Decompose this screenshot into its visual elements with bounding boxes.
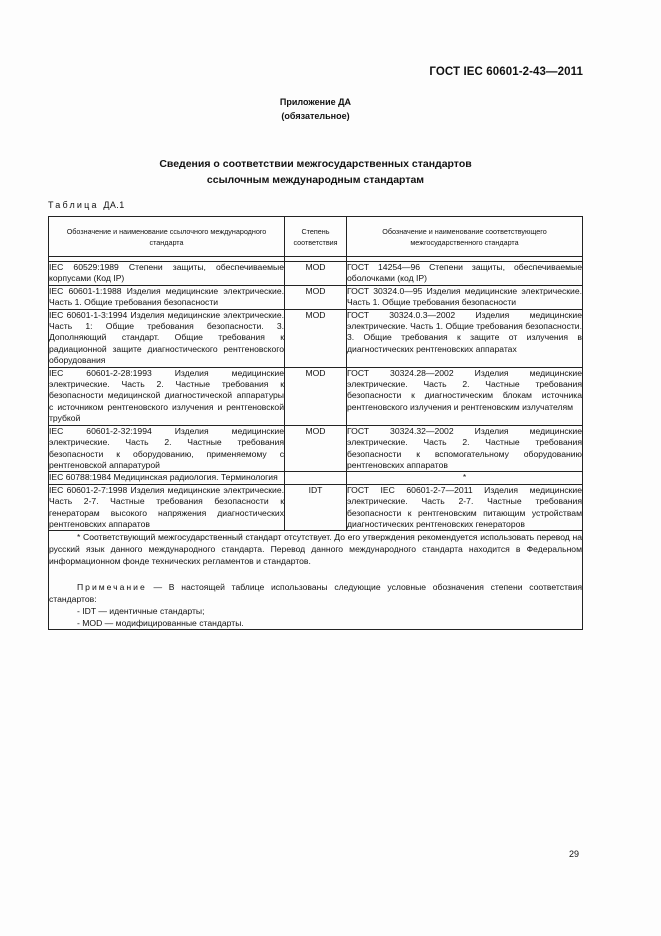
international-standard-cell: IEC 60788:1984 Медицинская радиология. Терминология — [49, 472, 285, 484]
table-header-row — [49, 217, 583, 257]
annex-status: (обязательное) — [281, 111, 350, 121]
note-text: — В настоящей таблице использованы следующие условные обозначения степени соответствия стандартов: — [49, 582, 582, 605]
table-row — [49, 309, 583, 367]
annex-title: Приложение ДА — [279, 97, 352, 107]
header-international-standard: Обозначение и наименование ссылочного международного стандарта — [49, 217, 285, 257]
national-standard-cell: ГОСТ 30324.28—2002 Изделия медицинские электрические. Часть 2. Частные требования безопасности к диагностическим блокам источника рентгеновского излучения и рентгеновским излучателям — [347, 367, 583, 425]
table-label-word: Таблица — [48, 200, 99, 210]
national-standard-cell: ГОСТ 30324.0—95 Изделия медицинские электрические. Часть 1. Общие требования безопасности — [347, 285, 582, 308]
international-standard-cell: IEC 60601-2-32:1994 Изделия медицинские электрические. Часть 2. Частные требования безопасности к оборудованию, применяемому с рентгеновской аппаратурой — [49, 425, 284, 470]
table-notes-row — [49, 531, 583, 630]
section-title-line-2: ссылочным международным стандартам — [206, 174, 425, 186]
degree-cell: IDT — [285, 484, 347, 531]
degree-cell: MOD — [285, 285, 347, 309]
table-row — [49, 425, 583, 472]
note-item-mod: - MOD — модифицированные стандарты. — [77, 618, 244, 629]
degree-cell: MOD — [285, 309, 347, 367]
page-number: 29 — [568, 849, 579, 859]
degree-cell — [285, 472, 347, 484]
section-title — [0, 156, 631, 188]
national-standard-cell: ГОСТ 30324.0.3—2002 Изделия медицинские электрические. Часть 1. Общие требования безопасности. 3. Общие требования к защите от излучения в диагностических рентгеновских аппаратах — [347, 309, 583, 367]
header-degree: Степень соответствия — [285, 217, 347, 257]
degree-cell: MOD — [285, 425, 347, 472]
table-row — [49, 472, 583, 484]
table-row — [49, 285, 583, 309]
national-standard-cell: ГОСТ IEC 60601-2-7—2011 Изделия медицинские электрические. Часть 2-7. Частные требования безопасности к рентгеновским питающим устройствам диагностических рентгеновских генераторов — [347, 484, 582, 529]
degree-cell: MOD — [285, 367, 347, 425]
international-standard-cell: IEC 60529:1989 Степени защиты, обеспечиваемые корпусами (Код IP) — [49, 262, 284, 284]
header-national-standard: Обозначение и наименование соответствующего межгосударственного стандарта — [347, 217, 583, 257]
international-standard-cell: IEC 60601-2-28:1993 Изделия медицинские электрические. Часть 2. Частные требования к безопасности медицинской диагностической аппаратуры с источником рентгеновского излучения и рентгеновской трубкой — [49, 367, 284, 424]
national-standard-cell: ГОСТ 14254—96 Степени защиты, обеспечиваемые оболочками (код IP) — [347, 262, 582, 284]
table-label-number: ДА.1 — [103, 200, 125, 210]
footnote: * Соответствующий межгосударственный стандарт отсутствует. До его утверждения рекомендуется использовать перевод на русский язык данного международного стандарта. Перевод данного международного стандарта находится в Федеральном информационном фонде технических регламентов и стандартов. — [49, 532, 582, 567]
table-row — [49, 262, 583, 286]
section-title-line-1: Сведения о соответствии межгосударственных стандартов — [159, 158, 472, 170]
international-standard-cell: IEC 60601-1-3:1994 Изделия медицинские электрические. Часть 1: Общие требования безопасности. 3. Дополняющий стандарт. Общие требования к радиационной защите диагностического рентгеновского оборудования — [49, 309, 284, 366]
note — [49, 581, 582, 605]
table-row — [49, 484, 583, 531]
note-label: Примечание — [77, 582, 147, 593]
document-code: ГОСТ IEC 60601-2-43—2011 — [429, 66, 583, 78]
correspondence-table — [48, 216, 583, 630]
note-item-idt: - IDT — идентичные стандарты; — [77, 606, 205, 617]
annex-heading — [0, 95, 631, 123]
international-standard-cell: IEC 60601-1:1988 Изделия медицинские электрические. Часть 1. Общие требования безопасности — [49, 285, 284, 308]
national-standard-cell: ГОСТ 30324.32—2002 Изделия медицинские электрические. Часть 2. Частные требования безопасности к вспомогательному оборудованию рентгеновских аппаратов — [347, 425, 582, 470]
table-notes — [49, 531, 583, 630]
degree-cell: MOD — [285, 262, 347, 286]
table-row — [49, 367, 583, 425]
national-standard-cell: * — [347, 472, 583, 484]
international-standard-cell: IEC 60601-2-7:1998 Изделия медицинские электрические. Часть 2-7. Частные требования безопасности к генераторам высокого напряжения диагностических рентгеновских аппаратов — [49, 484, 284, 529]
table-label — [48, 200, 125, 210]
